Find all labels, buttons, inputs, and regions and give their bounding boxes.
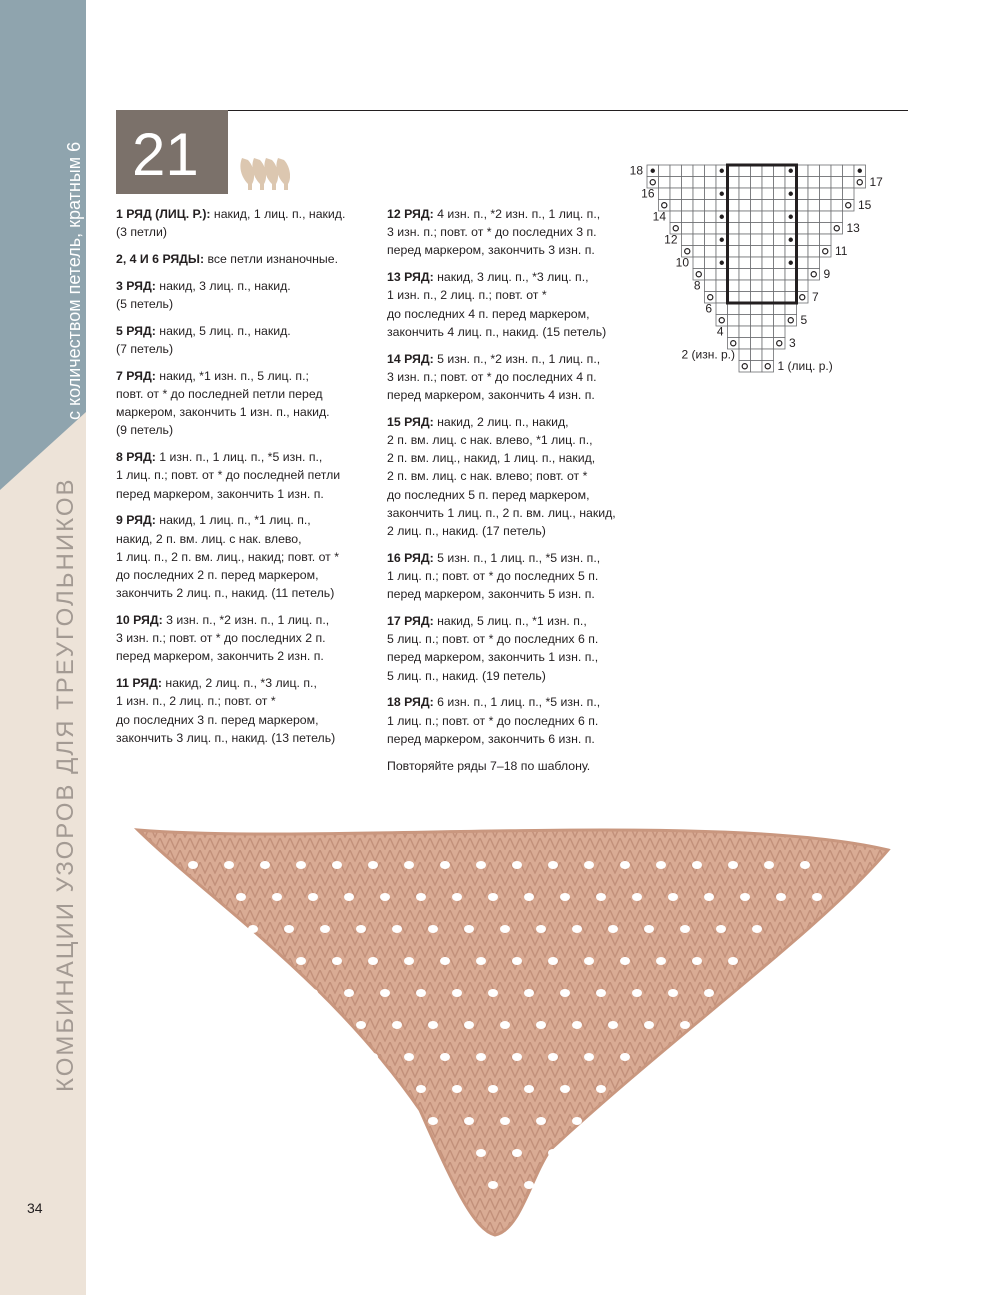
instruction-row [387,757,637,775]
row-text: накид, 5 лиц. п., накид. (7 петель) [116,323,291,356]
row-label: 7 РЯД: [116,368,156,383]
instruction-row [387,413,637,540]
instruction-row [387,205,637,260]
chart-row-number: 17 [869,175,883,189]
instruction-row [387,612,637,685]
sidebar-title: КОМБИНАЦИИ УЗОРОВ ДЛЯ ТРЕУГОЛЬНИКОВ [52,477,79,1092]
chart-row-number: 1 (лиц. р.) [777,359,833,373]
row-text: 5 изн. п., *2 изн. п., 1 лиц. п., 3 изн. п.; повт. от * до последних 4 п. перед маркером, закончить 4 изн. п. [387,351,601,403]
row-text: 6 изн. п., 1 лиц. п., *5 изн. п., 1 лиц. п.; повт. от * до последних 6 п. перед маркером, закончить 6 изн. п. [387,695,601,746]
instruction-row [387,549,637,604]
instruction-row [116,367,378,440]
row-label: 14 РЯД: [387,351,434,366]
row-label: 17 РЯД: [387,614,434,629]
row-label: 16 РЯД: [387,550,434,565]
instruction-row [116,611,378,666]
row-text: все петли изнаночные. [204,252,338,266]
row-text: 3 изн. п., *2 изн. п., 1 лиц. п., 3 изн. п.; повт. от * до последних 2 п. перед маркером, закончить 2 изн. п. [116,613,330,664]
row-text: накид, *1 изн. п., 5 лиц. п.; повт. от * до последней петли перед маркером, закончить 1 изн. п., накид. (9 петель) [116,368,330,438]
row-label: 3 РЯД: [116,278,156,293]
pattern-number: 21 [132,121,199,188]
instruction-row [116,322,378,358]
sidebar-subtitle: с количеством петель, кратным 6 [64,141,84,420]
chart-row-number: 11 [835,244,848,258]
sidebar [0,0,86,1295]
row-text: накид, 1 лиц. п., накид. (3 петли) [116,207,346,240]
chart-row-number: 18 [629,163,643,178]
pattern-number-box [116,110,228,194]
row-label: 15 РЯД: [387,414,434,429]
row-label: 11 РЯД: [116,676,163,691]
row-label: 13 РЯД: [387,270,434,285]
instruction-row [116,205,378,241]
instruction-row [116,277,378,313]
instruction-row [387,693,637,748]
row-text: накид, 3 лиц. п., *3 лиц. п., 1 изн. п., 2 лиц. п.; повт. от * до последних 4 п. перед маркером, закончить 4 лиц. п., накид. (15 петель) [387,270,607,339]
instruction-row [387,268,637,341]
instructions-right [387,205,637,783]
row-label: 18 РЯД: [387,695,434,710]
chart-row-number: 16 [641,186,655,201]
row-label: 5 РЯД: [116,323,156,338]
row-label: 8 РЯД: [116,450,156,465]
chart-row-number: 2 (изн. р.) [681,347,735,362]
chart-row-number: 9 [823,267,831,281]
chart-row-number: 13 [846,221,860,235]
row-text: накид, 5 лиц. п., *1 изн. п., 5 лиц. п.; повт. от * до последних 6 п. перед маркером, закончить 1 изн. п., 5 лиц. п., накид. (19 петель) [387,614,599,683]
row-text: 1 изн. п., 1 лиц. п., *5 изн. п., 1 лиц. п.; повт. от * до последней петли перед маркером, закончить 1 изн. п. [116,450,341,501]
page-number: 34 [27,1200,43,1216]
chart-row-number: 14 [652,209,666,224]
chart-row-number: 4 [716,324,724,339]
knitted-sample-photo [120,790,900,1250]
chart-row-number: 5 [800,313,808,327]
chart-row-number: 7 [812,290,819,304]
row-text: 4 изн. п., *2 изн. п., 1 лиц. п., 3 изн. п.; повт. от * до последних 3 п. перед маркером, закончить 3 изн. п. [387,207,601,258]
row-text: накид, 1 лиц. п., *1 лиц. п., накид, 2 п. вм. лиц. с нак. влево, 1 лиц. п., 2 п. вм. лиц., накид; повт. от * до последних 2 п. перед маркером, закончить 2 лиц. п., накид. (11 петель) [116,513,340,601]
chart-row-number: 12 [664,232,678,247]
row-text: накид, 2 лиц. п., накид, 2 п. вм. лиц. с нак. влево, *1 лиц. п., 2 п. вм. лиц., накид, 1 лиц. п., накид, 2 п. вм. лиц. с нак. влево; повт. от * до последних 5 п. перед маркером, закончить 1 лиц. п., 2 п. вм. лиц., накид, 2 лиц. п., накид. (17 петель) [387,414,616,539]
chart-row-number: 8 [693,278,701,293]
instructions-left [116,205,378,756]
chart-row-number: 10 [675,255,689,270]
row-label: 12 РЯД: [387,207,434,221]
row-text: 5 изн. п., 1 лиц. п., *5 изн. п., 1 лиц. п.; повт. от * до последних 5 п. перед маркером, закончить 5 изн. п. [387,550,601,602]
chart-row-number: 3 [789,336,796,350]
instruction-row [116,448,378,503]
chart-row-number: 6 [705,301,712,316]
row-text: накид, 2 лиц. п., *3 лиц. п., 1 изн. п., 2 лиц. п.; повт. от * до последних 3 п. перед маркером, закончить 3 лиц. п., накид. (13 петель) [116,676,336,745]
row-text: Повторяйте ряды 7–18 по шаблону. [387,758,591,773]
row-text: накид, 3 лиц. п., накид. (5 петель) [116,278,291,311]
row-label: 2, 4 И 6 РЯДЫ: [116,252,205,266]
header-rule [116,110,908,111]
knitting-chart [622,160,932,430]
instruction-row [116,511,378,602]
row-label: 10 РЯД: [116,613,163,628]
yarn-leaves-icon [238,154,290,192]
instruction-row [116,250,378,268]
instruction-row [387,350,637,405]
chart-row-number: 15 [858,198,872,212]
instruction-row [116,674,378,747]
row-label: 9 РЯД: [116,513,156,528]
row-label: 1 РЯД (ЛИЦ. Р.): [116,207,211,221]
